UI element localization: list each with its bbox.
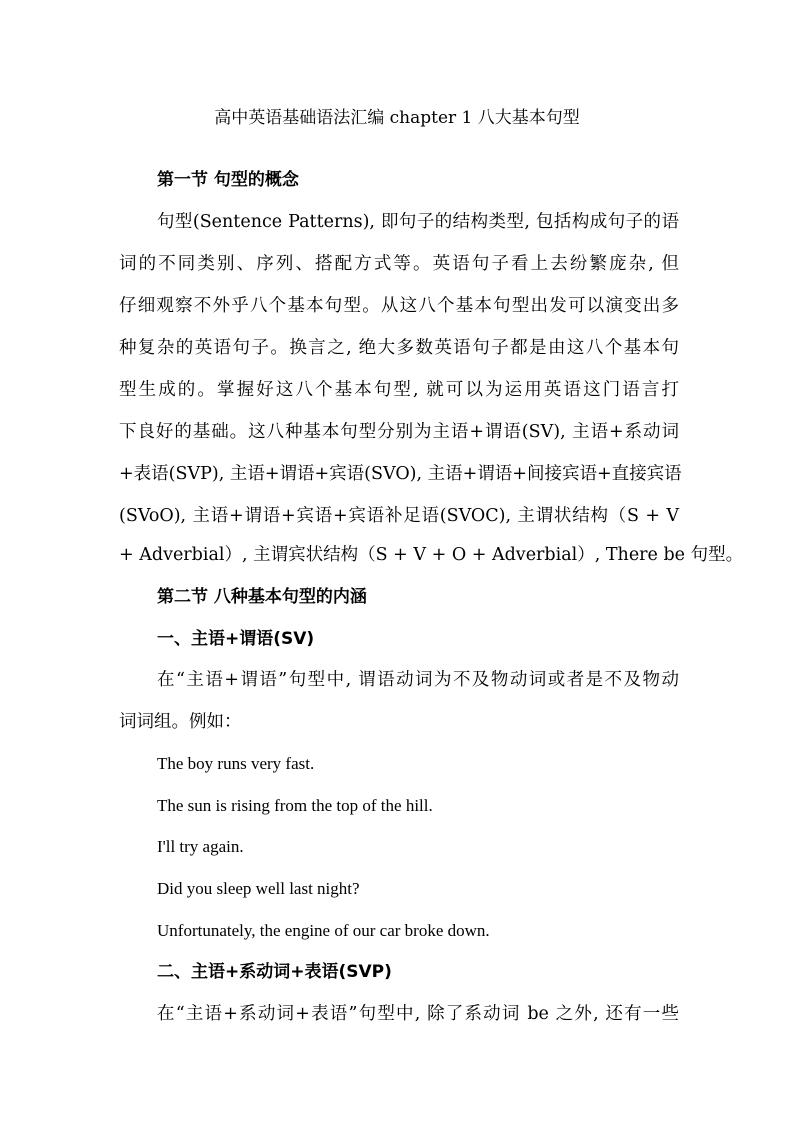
paragraph-line: (SVoO), 主语+谓语+宾语+宾语补足语(SVOC), 主谓状结构（S + V (119, 506, 679, 526)
example-sentence: Did you sleep well last night? (157, 879, 360, 898)
subsection-heading-2: 二、主语+系动词+表语(SVP) (157, 962, 392, 982)
example-sentence: The sun is rising from the top of the hill. (157, 796, 433, 815)
document-title: 高中英语基础语法汇编 chapter 1 八大基本句型 (214, 108, 580, 128)
section-heading-1: 第一节 句型的概念 (157, 170, 299, 190)
paragraph-line: + Adverbial）, 主谓宾状结构（S + V + O + Adverbial）, There be 句型。 (119, 545, 744, 565)
paragraph-line: 在“主语+谓语”句型中, 谓语动词为不及物动词或者是不及物动 (157, 670, 679, 690)
paragraph-line: 型生成的。掌握好这八个基本句型, 就可以为运用英语这门语言打 (119, 380, 679, 400)
paragraph-line: 在“主语+系动词+表语”句型中, 除了系动词 be 之外, 还有一些 (157, 1004, 679, 1024)
example-sentence: Unfortunately, the engine of our car broke down. (157, 921, 490, 940)
section-heading-2: 第二节 八种基本句型的内涵 (157, 587, 367, 607)
paragraph-line: 仔细观察不外乎八个基本句型。从这八个基本句型出发可以演变出多 (119, 296, 679, 316)
paragraph-line: 词词组。例如： (119, 712, 242, 732)
paragraph-line: 下良好的基础。这八种基本句型分别为主语+谓语(SV), 主语+系动词 (119, 422, 679, 442)
example-sentence: I'll try again. (157, 837, 244, 856)
subsection-heading-1: 一、主语+谓语(SV) (157, 629, 315, 649)
paragraph-line: 种复杂的英语句子。换言之, 绝大多数英语句子都是由这八个基本句 (119, 338, 679, 358)
paragraph-line: 句型(Sentence Patterns), 即句子的结构类型, 包括构成句子的语 (157, 212, 679, 232)
example-sentence: The boy runs very fast. (157, 754, 315, 773)
paragraph-line: 词的不同类别、序列、搭配方式等。英语句子看上去纷繁庞杂, 但 (119, 254, 679, 274)
paragraph-line: +表语(SVP), 主语+谓语+宾语(SVO), 主语+谓语+间接宾语+直接宾语 (119, 464, 682, 484)
